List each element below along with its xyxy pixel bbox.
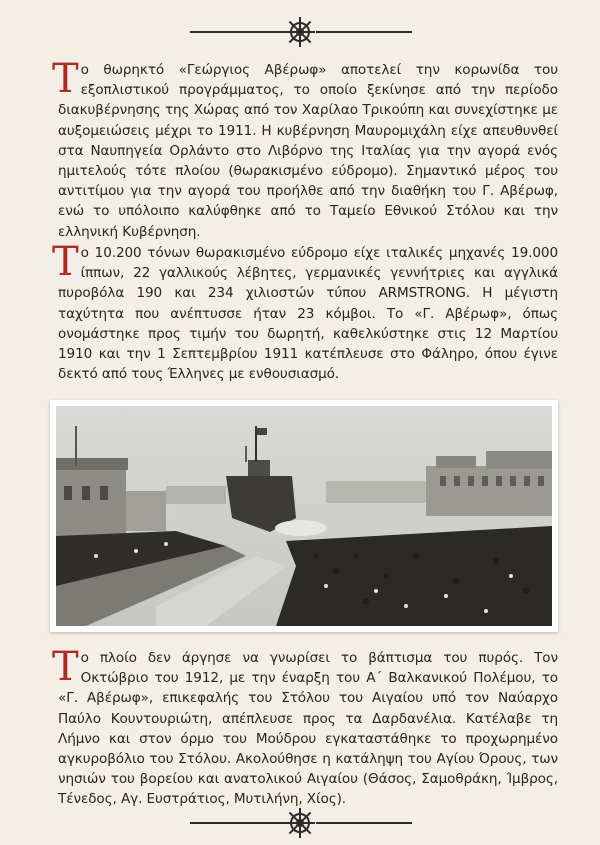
paragraph-text: ο 10.200 τόνων θωρακισμένο εύδρομο είχε ιταλικές μηχανές 19.000 ίππων, 22 γαλλικούς λέβητες, γερμανικές γεννήτριες και αγγλικά πυροβόλα 190 και 234 χιλιοστών τύπου ARMSTRONG. Η μέγιστη ταχύτητα που ανέπτυσσε ήταν 23 κόμβοι. Το «Γ. Αβέρωφ», όπως ονομάστηκε προς τιμήν του δωρητή, καθελκύστηκε στις 12 Μαρτίου 1910 και την 1 Σεπτεμβρίου 1911 κατέπλευσε στο Φάληρο, όπου έγινε δεκτό από τους Έλληνες με ενθουσιασμό. <box>58 245 558 383</box>
paragraph-1 <box>52 56 558 242</box>
ship-wheel-icon <box>284 16 316 48</box>
paragraph-text: ο θωρηκτό «Γεώργιος Αβέρωφ» αποτελεί την κορωνίδα του εξοπλιστικού προγράμματος, το οποίο ξεκίνησε από την περίοδο διακυβέρνησης της Χώρας από τον Χαρίλαο Τρικούπη και συνεχίστηκε με αυξομειώσεις μέχρι το 1911. Η κυβέρνηση Μαυρομιχάλη είχε απευθυνθεί στα Ναυπηγεία Ορλάντο στο Λιβόρνο της Ιταλίας για την αγορά ενός ημιτελούς τότε πλοίου (θωρακισμένο εύδρομο). Σημαντικό μέρος του αντιτίμου για την αγορά του προήλθε από την διαθήκη του Γ. Αβέρωφ, ενώ το υπόλοιπο καλύφθηκε από το Ταμείο Εθνικού Στόλου και την ελληνική Κυβέρνηση. <box>58 62 558 240</box>
ornament-line-right <box>316 31 412 33</box>
drop-cap: Τ <box>52 239 79 285</box>
ornament-line-left <box>190 31 286 33</box>
paragraph-3 <box>52 644 558 810</box>
drop-cap: Τ <box>52 56 79 102</box>
drop-cap: Τ <box>52 644 79 690</box>
bottom-ornament <box>0 803 600 843</box>
ornament-line-right <box>316 822 412 824</box>
paragraph-text: ο πλοίο δεν άργησε να γνωρίσει το βάπτισμα του πυρός. Τον Οκτώβριο του 1912, με την έναρξη του Α΄ Βαλκανικού Πολέμου, το «Γ. Αβέρωφ», επικεφαλής του Στόλου του Αιγαίου υπό τον Ναύαρχο Παύλο Κουντουριώτη, απέπλευσε προς τα Δαρδανέλια. Κατέλαβε τη Λήμνο και στον όρμο του Μούδρου εγκαταστάθηκε το προχωρημένο αγκυροβόλιο του Στόλου. Ακολούθησε η κατάληψη του Αγίου Όρους, των νησιών του βορείου και ανατολικού Αιγαίου (Θάσος, Σαμοθράκη, Ίμβρος, Τένεδος, Αγ. Ευστράτιος, Μυτιλήνη, Χίος). <box>58 650 558 808</box>
ship-launch-photo <box>56 406 552 626</box>
ornament-line-left <box>190 822 286 824</box>
top-ornament <box>0 12 600 52</box>
ship-wheel-icon <box>284 807 316 839</box>
paragraph-2 <box>52 239 558 384</box>
historical-photo-frame <box>50 400 558 632</box>
